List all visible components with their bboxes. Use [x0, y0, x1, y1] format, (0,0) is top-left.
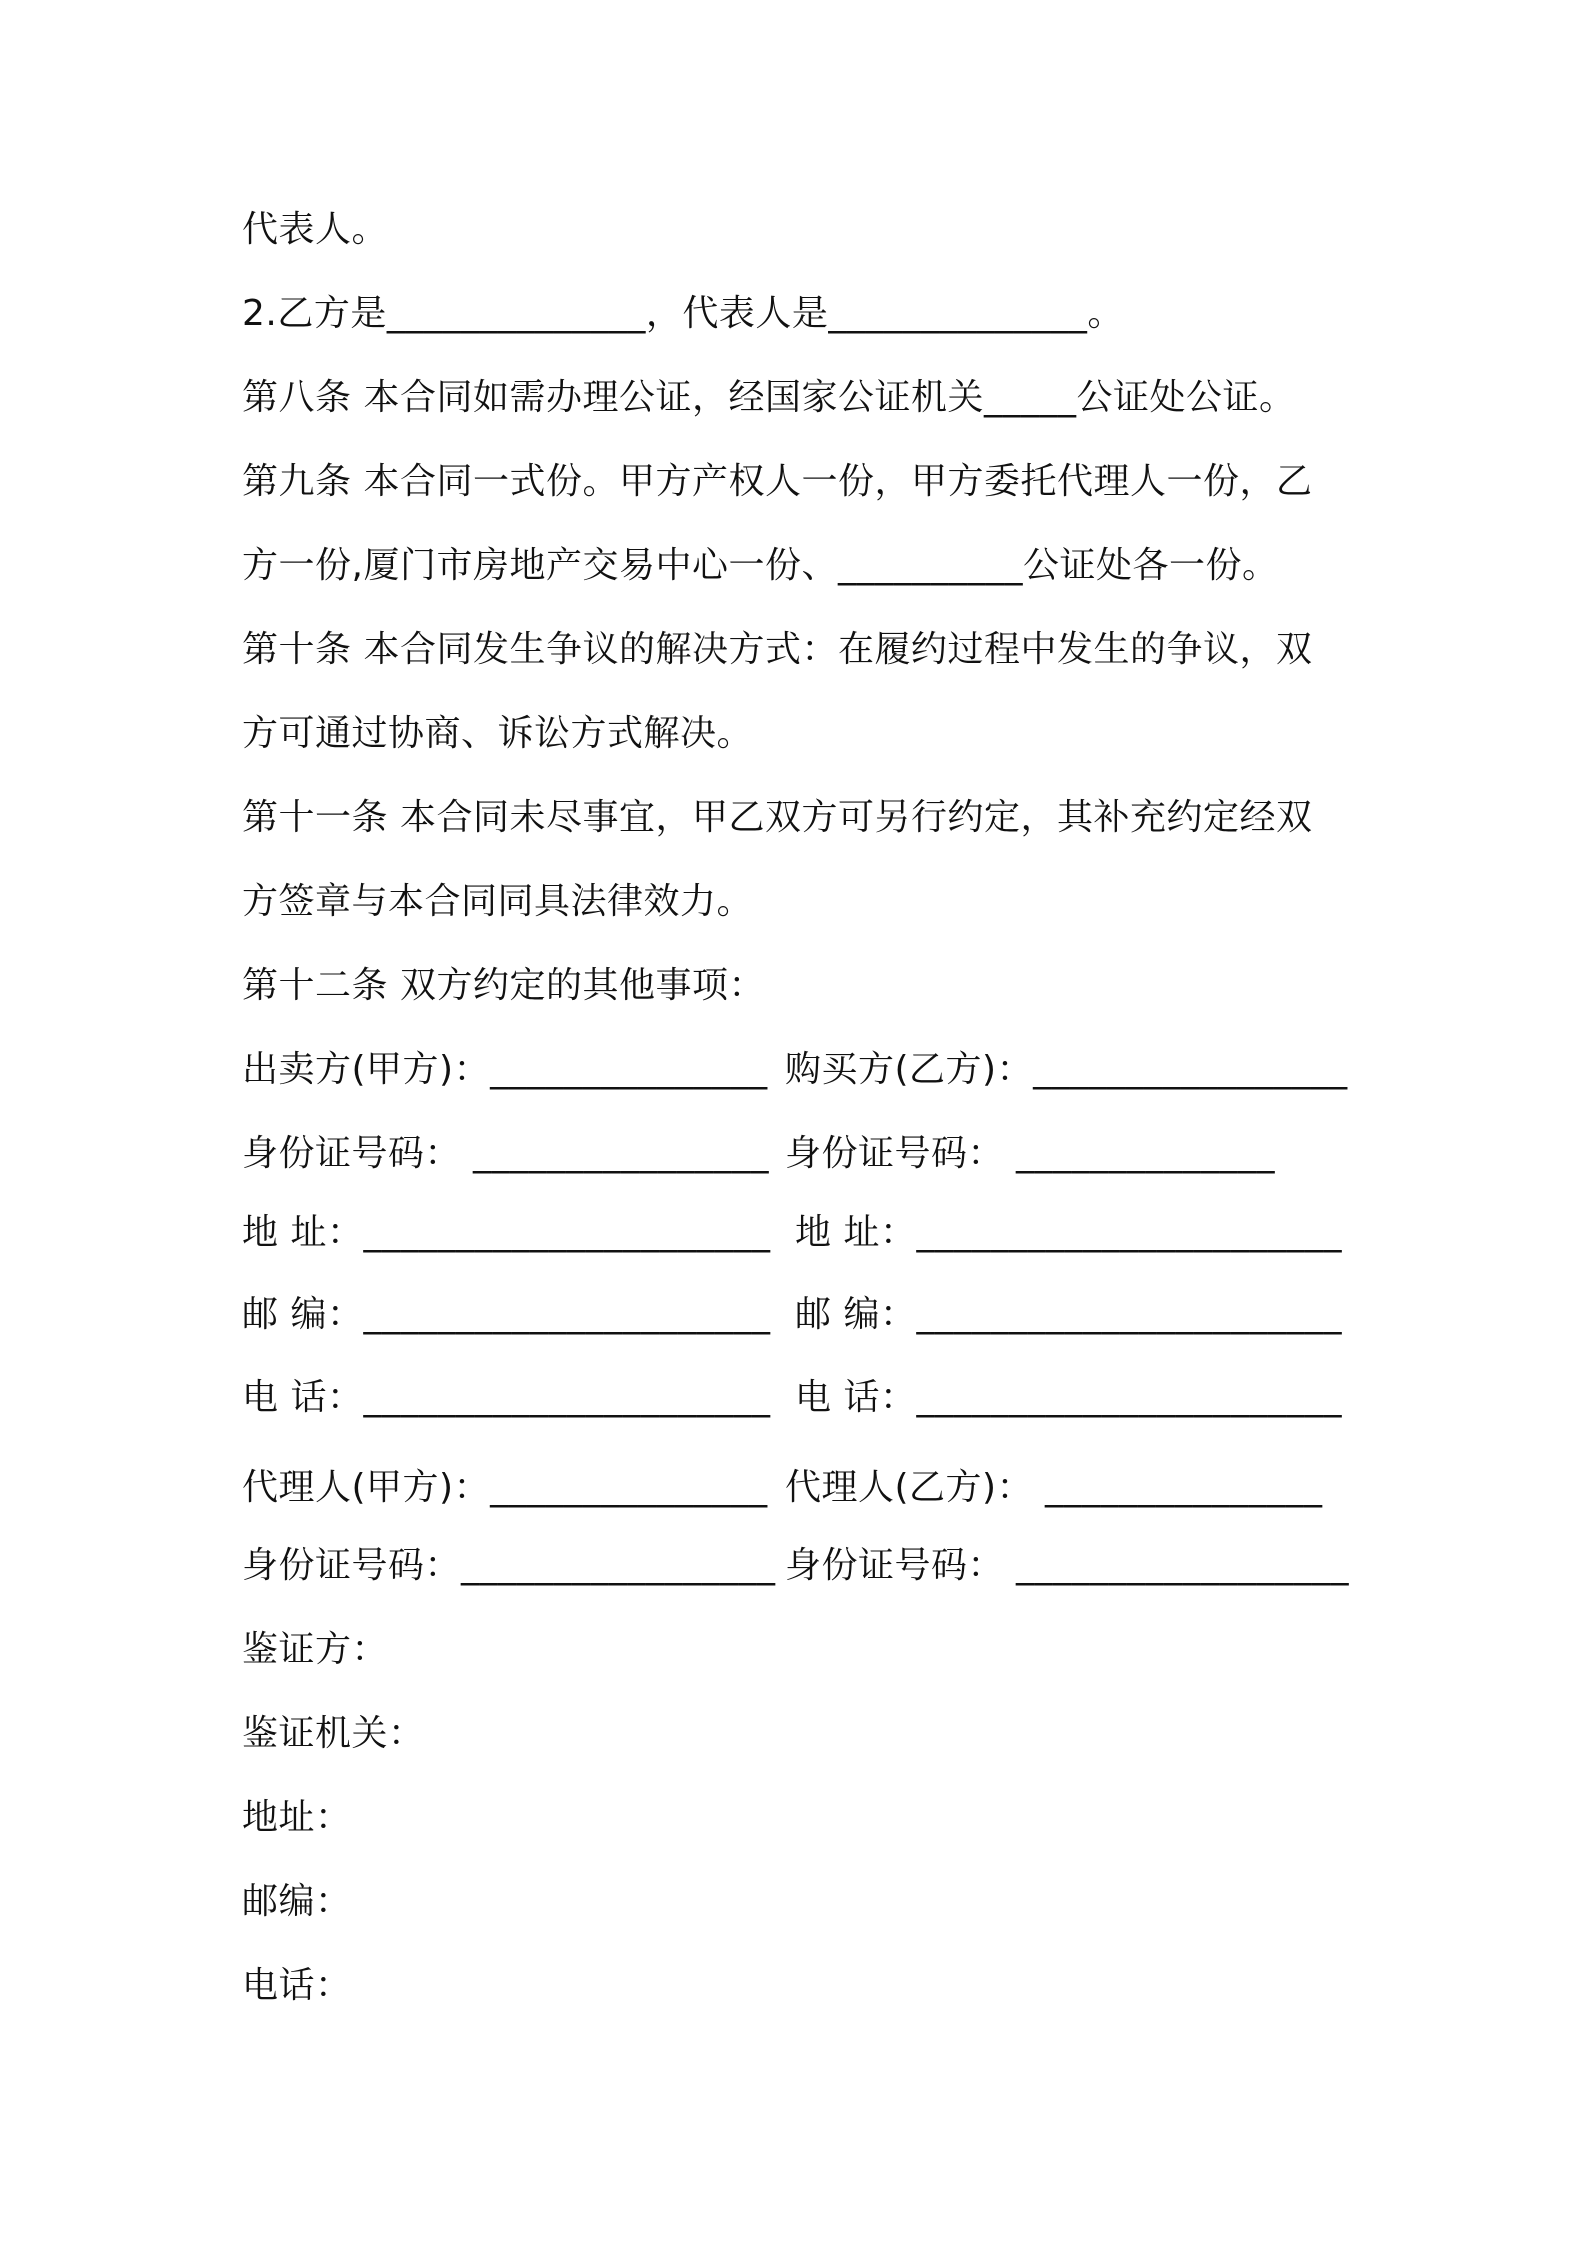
seller-agent-id-field: 身份证号码：_________________ — [242, 1545, 776, 1586]
verifier-zip: 邮编： — [242, 1881, 352, 1922]
para-representative: 代表人。 — [242, 209, 389, 250]
buyer-agent-id-field: 身份证号码： __________________ — [785, 1545, 1349, 1586]
buyer-field: 购买方(乙方)：_________________ — [785, 1049, 1348, 1090]
article-10-line-2: 方可通过协商、诉讼方式解决。 — [242, 713, 754, 754]
article-11-line-2: 方签章与本合同同具法律效力。 — [242, 881, 754, 922]
verifier-address: 地址： — [242, 1797, 352, 1838]
verifier-party: 鉴证方： — [242, 1629, 389, 1670]
seller-phone-field: 电 话：______________________ — [242, 1377, 771, 1418]
article-9-line-2: 方一份,厦门市房地产交易中心一份、__________公证处各一份。 — [242, 545, 1279, 586]
seller-zip-field: 邮 编：______________________ — [242, 1294, 771, 1335]
seller-field: 出卖方(甲方)：_______________ — [242, 1049, 768, 1090]
seller-address-field: 地 址：______________________ — [242, 1212, 771, 1253]
article-10-line-1: 第十条 本合同发生争议的解决方式：在履约过程中发生的争议，双 — [242, 629, 1313, 670]
article-8: 第八条 本合同如需办理公证，经国家公证机关_____公证处公证。 — [242, 377, 1296, 418]
seller-agent-field: 代理人(甲方)：_______________ — [242, 1467, 768, 1508]
article-11-line-1: 第十一条 本合同未尽事宜，甲乙双方可另行约定，其补充约定经双 — [242, 797, 1313, 838]
para-party-b: 2.乙方是______________，代表人是______________。 — [242, 293, 1124, 334]
article-12: 第十二条 双方约定的其他事项： — [242, 965, 765, 1006]
buyer-agent-field: 代理人(乙方)： _______________ — [785, 1467, 1323, 1508]
seller-id-field: 身份证号码： ________________ — [242, 1133, 769, 1174]
buyer-zip-field: 邮 编：_______________________ — [795, 1294, 1342, 1335]
verifier-org: 鉴证机关： — [242, 1713, 425, 1754]
buyer-address-field: 地 址：_______________________ — [795, 1212, 1342, 1253]
buyer-phone-field: 电 话：_______________________ — [795, 1377, 1342, 1418]
buyer-id-field: 身份证号码： ______________ — [785, 1133, 1275, 1174]
article-9-line-1: 第九条 本合同一式份。甲方产权人一份，甲方委托代理人一份，乙 — [242, 461, 1313, 502]
verifier-phone: 电话： — [242, 1965, 352, 2006]
